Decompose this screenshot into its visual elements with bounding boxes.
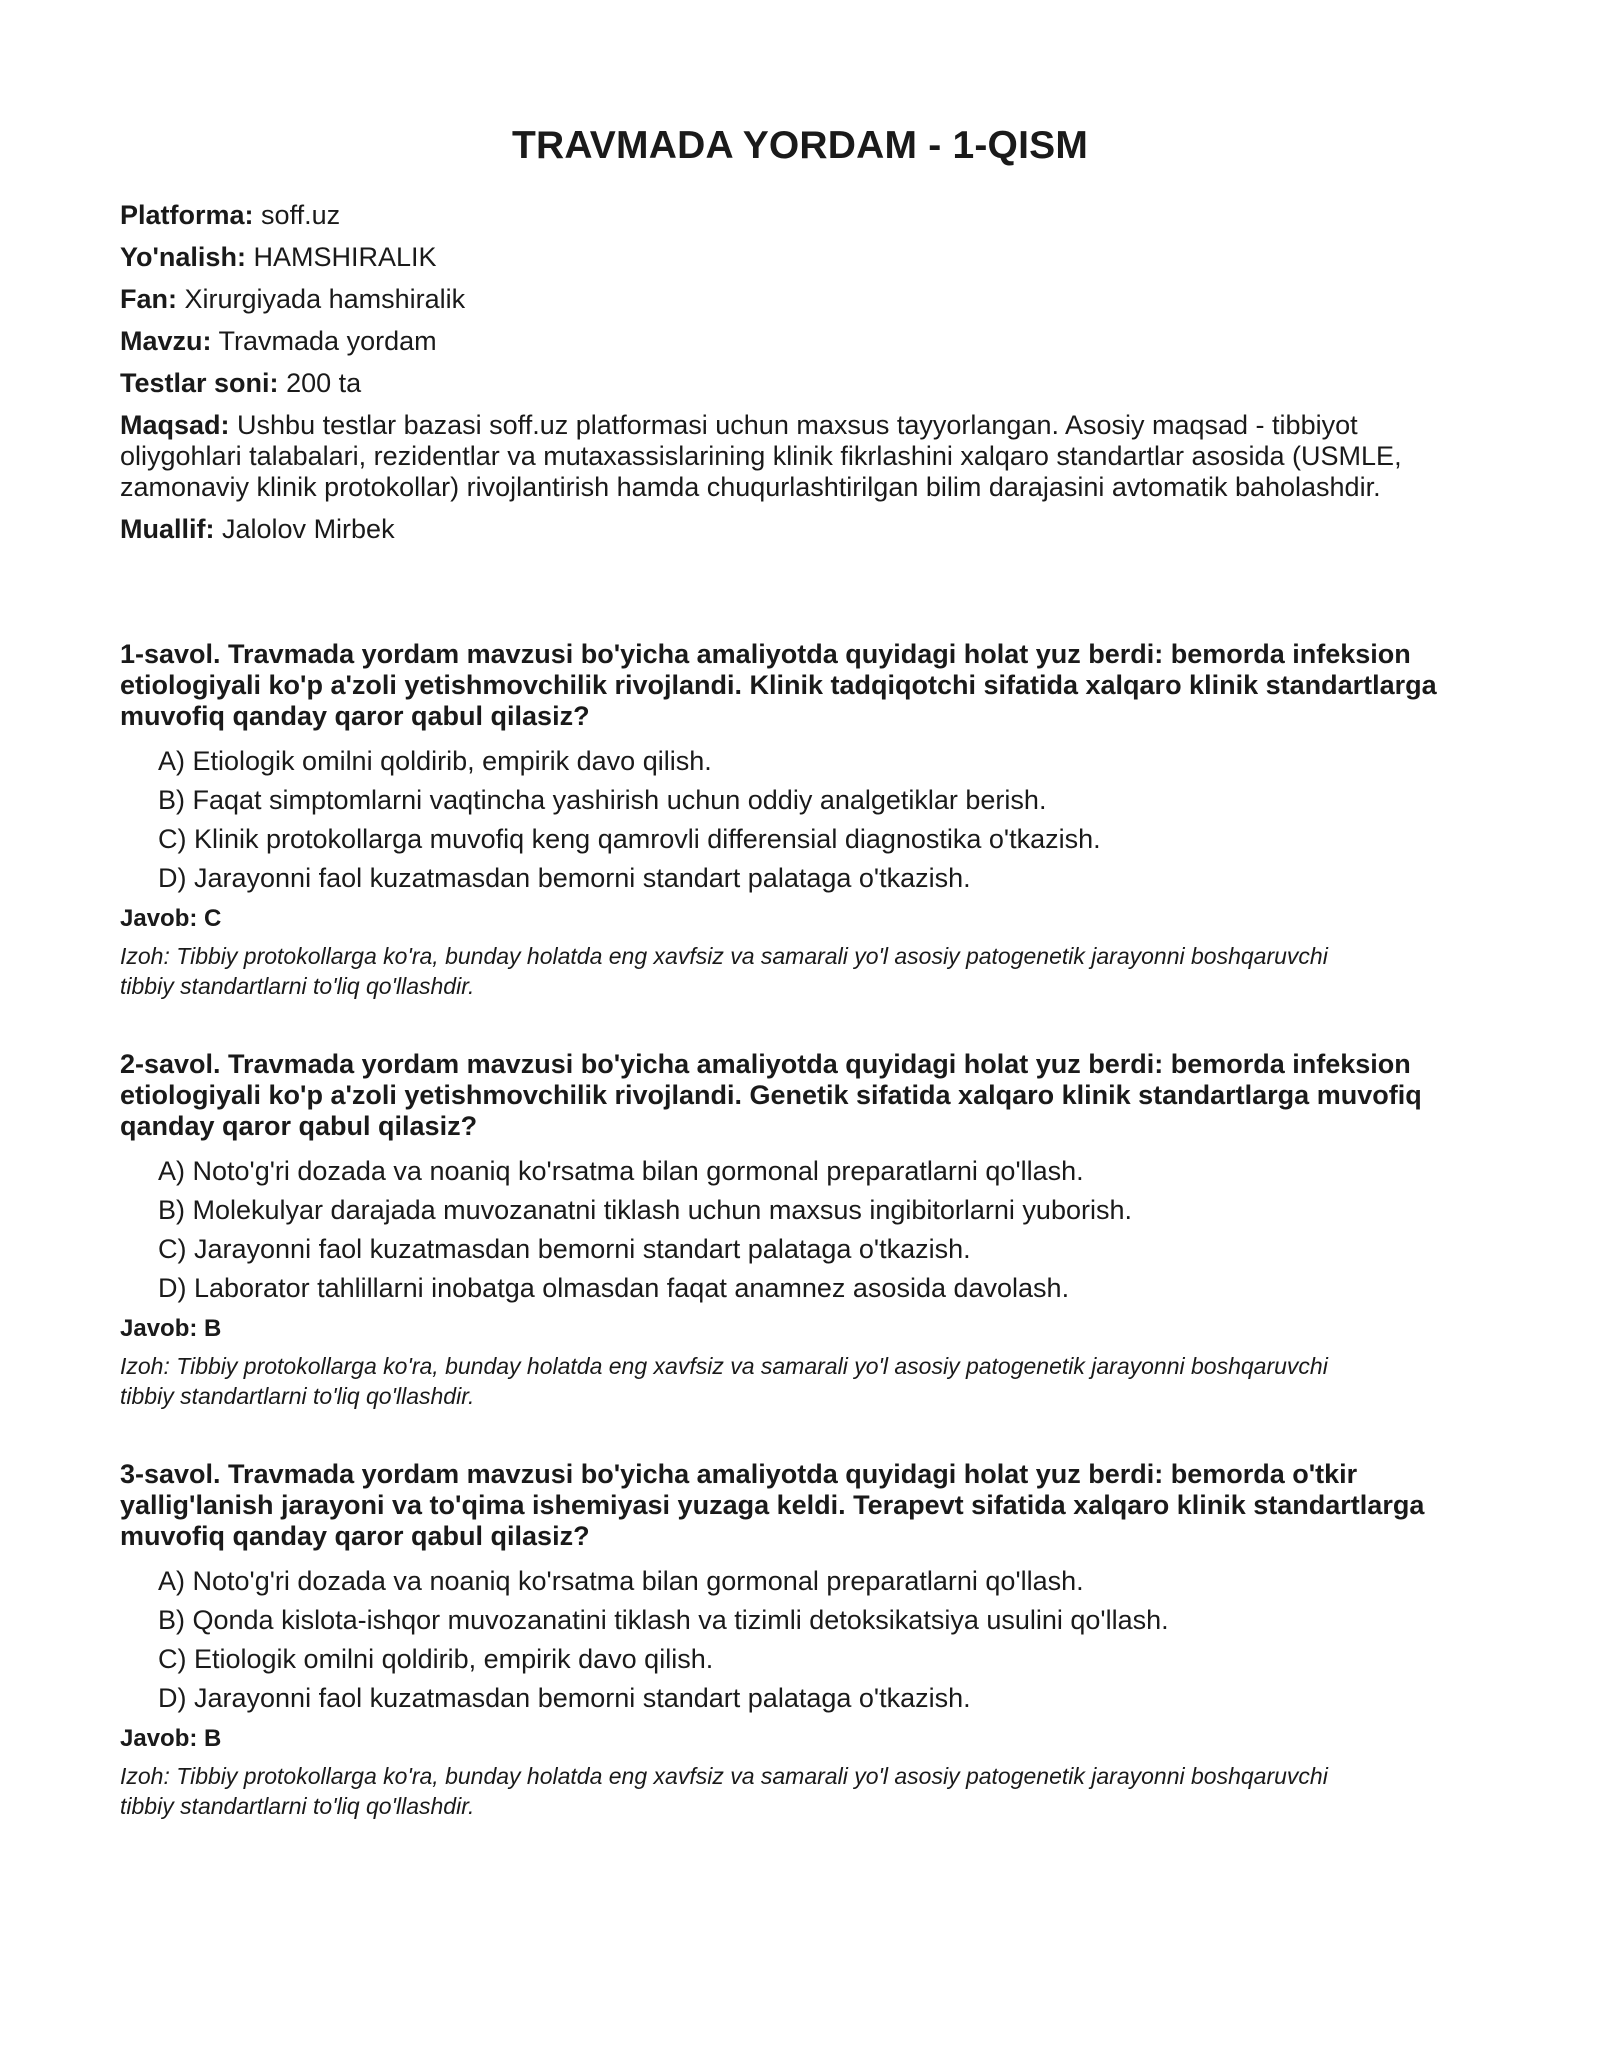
meta-value: Jalolov Mirbek (222, 514, 395, 544)
question-text: 3-savol. Travmada yordam mavzusi bo'yicha amaliyotda quyidagi holat yuz berdi: bemorda o'tkir yallig'lanish jarayoni va to'qima ishemiyasi yuzaga keldi. Terapevt sifatida xalqaro klinik standartlarga muvofiq qanday qaror qabul qilasiz? (120, 1459, 1425, 1551)
meta-value: HAMSHIRALIK (253, 242, 437, 272)
meta-value: Xirurgiyada hamshiralik (184, 284, 466, 314)
questions-list (120, 639, 1480, 1821)
meta-key: Testlar soni: (120, 368, 279, 398)
meta-purpose (120, 410, 1480, 503)
meta-value: Travmada yordam (218, 326, 437, 356)
option-b: B) Qonda kislota-ishqor muvozanatini tiklash va tizimli detoksikatsiya usulini qo'llash. (158, 1605, 1169, 1635)
meta-value: 200 ta (286, 368, 362, 398)
meta-value: soff.uz (261, 200, 341, 230)
question-3 (120, 1459, 1480, 1821)
answer-explanation: Izoh: Tibbiy protokollarga ko'ra, bunday holatda eng xavfsiz va samarali yo'l asosiy patogenetik jarayonni boshqaruvchi tibbiy standartlarni to'liq qo'llashdir. (120, 1353, 1328, 1409)
question-text: 2-savol. Travmada yordam mavzusi bo'yicha amaliyotda quyidagi holat yuz berdi: bemorda infeksion etiologiyali ko'p a'zoli yetishmovchilik rivojlandi. Genetik sifatida xalqaro klinik standartlarga muvofiq qanday qaror qabul qilasiz? (120, 1049, 1422, 1141)
document-page (120, 0, 1480, 1869)
meta-key: Muallif: (120, 514, 215, 544)
meta-key: Yo'nalish: (120, 242, 246, 272)
meta-key: Platforma: (120, 200, 254, 230)
meta-test-count (120, 368, 1480, 399)
page-title: TRAVMADA YORDAM - 1-QISM (511, 124, 1089, 167)
option-a: A) Noto'g'ri dozada va noaniq ko'rsatma bilan gormonal preparatlarni qo'llash. (158, 1566, 1084, 1596)
option-b: B) Faqat simptomlarni vaqtincha yashirish uchun oddiy analgetiklar berish. (158, 785, 1047, 815)
option-d: D) Laborator tahlillarni inobatga olmasdan faqat anamnez asosida davolash. (158, 1273, 1070, 1303)
meta-direction (120, 242, 1480, 273)
correct-answer: Javob: C (120, 905, 222, 932)
option-b: B) Molekulyar darajada muvozanatni tiklash uchun maxsus ingibitorlarni yuborish. (158, 1195, 1132, 1225)
option-d: D) Jarayonni faol kuzatmasdan bemorni standart palataga o'tkazish. (158, 863, 971, 893)
option-a: A) Etiologik omilni qoldirib, empirik davo qilish. (158, 746, 712, 776)
option-c: C) Etiologik omilni qoldirib, empirik davo qilish. (158, 1644, 714, 1674)
option-a: A) Noto'g'ri dozada va noaniq ko'rsatma bilan gormonal preparatlarni qo'llash. (158, 1156, 1084, 1186)
answer-options (120, 1566, 1480, 1714)
option-d: D) Jarayonni faol kuzatmasdan bemorni standart palataga o'tkazish. (158, 1683, 971, 1713)
correct-answer: Javob: B (120, 1725, 222, 1752)
question-1 (120, 639, 1480, 1001)
option-c: C) Jarayonni faol kuzatmasdan bemorni standart palataga o'tkazish. (158, 1234, 971, 1264)
metadata-section (120, 200, 1480, 545)
answer-explanation: Izoh: Tibbiy protokollarga ko'ra, bunday holatda eng xavfsiz va samarali yo'l asosiy patogenetik jarayonni boshqaruvchi tibbiy standartlarni to'liq qo'llashdir. (120, 943, 1328, 999)
meta-key: Maqsad: (120, 410, 230, 440)
meta-subject (120, 284, 1480, 315)
answer-options (120, 746, 1480, 894)
answer-explanation: Izoh: Tibbiy protokollarga ko'ra, bunday holatda eng xavfsiz va samarali yo'l asosiy patogenetik jarayonni boshqaruvchi tibbiy standartlarni to'liq qo'llashdir. (120, 1763, 1328, 1819)
meta-key: Mavzu: (120, 326, 212, 356)
meta-author (120, 514, 1480, 545)
meta-key: Fan: (120, 284, 177, 314)
question-2 (120, 1049, 1480, 1411)
correct-answer: Javob: B (120, 1315, 222, 1342)
meta-topic (120, 326, 1480, 357)
option-c: C) Klinik protokollarga muvofiq keng qamrovli differensial diagnostika o'tkazish. (158, 824, 1101, 854)
answer-options (120, 1156, 1480, 1304)
question-text: 1-savol. Travmada yordam mavzusi bo'yicha amaliyotda quyidagi holat yuz berdi: bemorda infeksion etiologiyali ko'p a'zoli yetishmovchilik rivojlandi. Klinik tadqiqotchi sifatida xalqaro klinik standartlarga muvofiq qanday qaror qabul qilasiz? (120, 639, 1437, 731)
meta-platform (120, 200, 1480, 231)
meta-value: Ushbu testlar bazasi soff.uz platformasi uchun maxsus tayyorlangan. Asosiy maqsad - tibbiyot oliygohlari talabalari, rezidentlar va mutaxassislarining klinik fikrlashini xalqaro standartlar asosida (USMLE, zamonaviy klinik protokollar) rivojlantirish hamda chuqurlashtirilgan bilim darajasini avtomatik baholashdir. (120, 410, 1402, 502)
